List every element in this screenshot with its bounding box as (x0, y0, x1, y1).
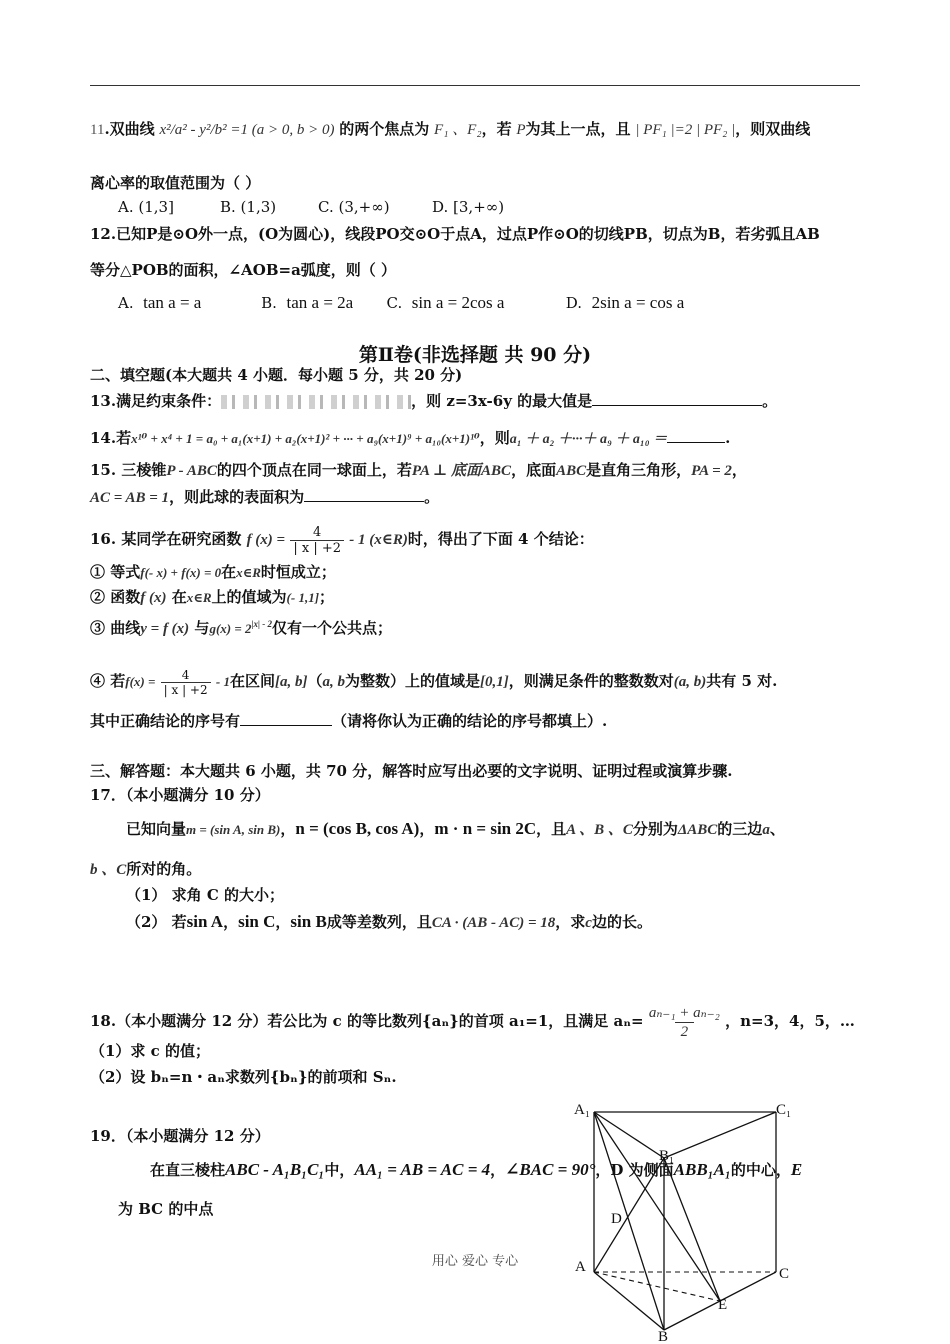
q15-line1: 15. 三棱锥P - ABC的四个顶点在同一球面上，若PA ⊥ 底面ABC，底面ABC是直角三角形，PA = 2， (90, 461, 747, 479)
q14-answer-blank (667, 426, 725, 443)
part2-title: 第Ⅱ卷(非选择题 共 90 分) (358, 344, 592, 366)
q17-line2: b 、C所对的角。 (90, 860, 202, 878)
header-rule (90, 85, 860, 86)
q17-line1: 已知向量m = (sin A, sin B)，n = (cos B, cos A)，m · n = sin 2C，且A 、B 、C分别为ΔABC的三边a、 (126, 819, 785, 838)
q17-sub1: （1） 求角 C 的大小； (126, 886, 285, 904)
q18-line1: 18.（本小题满分 12 分）若公比为 c 的等比数列{aₙ}的首项 a₁=1，且满足 aₙ= $\frac{\text{aₙ₋₁ + aₙ₋₂}}{2}$ ，n=3，4，5，… (90, 1004, 855, 1040)
label-a1: A₁ (574, 1102, 591, 1118)
label-b: B (658, 1329, 669, 1342)
edge-b1c1 (664, 1112, 776, 1158)
diag-a1b (594, 1112, 664, 1330)
q12-line1: 12.已知P是⊙O外一点，(O为圆心)，线段PO交⊙O于点A，过点P作⊙O的切线PB，切点为B，若劣弧且AB (90, 225, 820, 243)
q11-line2: 离心率的取值范围为（ ） (90, 174, 261, 192)
line-ae-hidden (594, 1272, 720, 1301)
q16-conclusion-3: ③ 曲线y = f (x) 与$g(x) = 2^{|x| - 2}$仅有一个公共点； (90, 619, 392, 637)
q18-sub1: （1）求 c 的值； (90, 1042, 211, 1060)
q14: 14.若x¹⁰ + x⁴ + 1 = a₀ + a₁(x+1) + a₂(x+1)² + ··· + a₉(x+1)⁹ + a₁₀(x+1)¹⁰，则a₁ ＋ a₂ ＋···＋ a₉ ＋ a₁₀ ＝ . (90, 426, 730, 451)
q17-sub2: （2） 若sin A，sin C，sin B成等差数列，且CA · (AB - AC) = 18，求c边的长。 (126, 912, 652, 931)
constraint-image (221, 395, 411, 409)
q16-conclusion-1: ① 等式f(- x) + f(x) = 0在x∈R时恒成立； (90, 563, 336, 581)
label-c: C (779, 1266, 790, 1282)
q17-heading: 17．（本小题满分 10 分） (90, 786, 270, 804)
q18-sub2: （2）设 bₙ=n・aₙ求数列{bₙ}的前项和 Sₙ. (90, 1068, 397, 1086)
q11-options: A. (1,3] B. (1,3) C. (3,+∞) D. [3,+∞) (118, 198, 505, 216)
q13: 13.满足约束条件： ，则 z=3x-6y 的最大值是 。 (90, 389, 777, 412)
q16-conclusion-4: ④ 若f(x) = $\frac{4}{| x | +2}$ - 1在区间[a, b]（a, b为整数）上的值域是[0,1]，则满足条件的整数数对(a, b)共有 5 对. (90, 667, 778, 697)
edge-a1b1 (594, 1112, 664, 1158)
q12-line2: 等分△POB的面积，∠AOB=a弧度，则（ ） (90, 261, 397, 279)
section3-heading: 三、解答题：本大题共 6 小题，共 70 分，解答时应写出必要的文字说明、证明过程或演算步骤. (90, 762, 733, 780)
q15-line2: AC = AB = 1，则此球的表面积为 。 (90, 485, 439, 509)
label-d: D (611, 1211, 622, 1227)
label-b1: B₁ (659, 1148, 675, 1164)
q13-answer-blank (592, 389, 762, 406)
q16-line1: 16. 某同学在研究函数 f (x) = $\frac{4}{| x | +2}$ - 1 (x∈R)时，得出了下面 4 个结论： (90, 524, 594, 556)
label-e: E (718, 1297, 728, 1313)
q16-fraction: $\frac{4}{| x | +2}$ (290, 525, 344, 556)
q16-conclusion-2: ② 函数f (x) 在x∈R上的值域为(- 1,1]； (90, 588, 335, 606)
q19-line1: 在直三棱柱ABC - A₁B₁C₁中，AA₁ = AB = AC = 4，∠BAC = 90°，D 为侧面ABB₁A₁的中心，E (150, 1160, 803, 1179)
q19-heading: 19．（本小题满分 12 分） (90, 1127, 270, 1145)
q15-answer-blank (304, 485, 424, 502)
label-c1: C₁ (776, 1102, 792, 1118)
prism-figure (560, 1090, 820, 1342)
page-footer: 用心 爱心 专心 (431, 1254, 519, 1269)
q19-line2: 为 BC 的中点 (118, 1200, 214, 1218)
q16-c4-fraction: $\frac{4}{| x | +2}$ (161, 668, 211, 697)
q12-options: A. tan a = a B. tan a = 2a C. sin a = 2cos a D. 2sin a = cos a (118, 293, 685, 312)
q11-line1: 11.双曲线 x²/a² - y²/b² =1 (a > 0, b > 0) 的两个焦点为 F₁ 、F₂，若 P为其上一点，且 | PF₁ |=2 | PF₂ |，则双曲线 (90, 120, 811, 138)
q16-last-line: 其中正确结论的序号有 （请将你认为正确的结论的序号都填上）. (90, 709, 607, 732)
line-a1e (594, 1112, 720, 1301)
label-a: A (575, 1259, 586, 1275)
q18-fraction: $\frac{\text{aₙ₋₁ + aₙ₋₂}}{2}$ (648, 1004, 720, 1040)
q16-answer-blank (240, 709, 332, 726)
edge-ab (594, 1272, 664, 1330)
section2-heading: 二、填空题(本大题共 4 小题．每小题 5 分，共 20 分) (90, 366, 463, 384)
